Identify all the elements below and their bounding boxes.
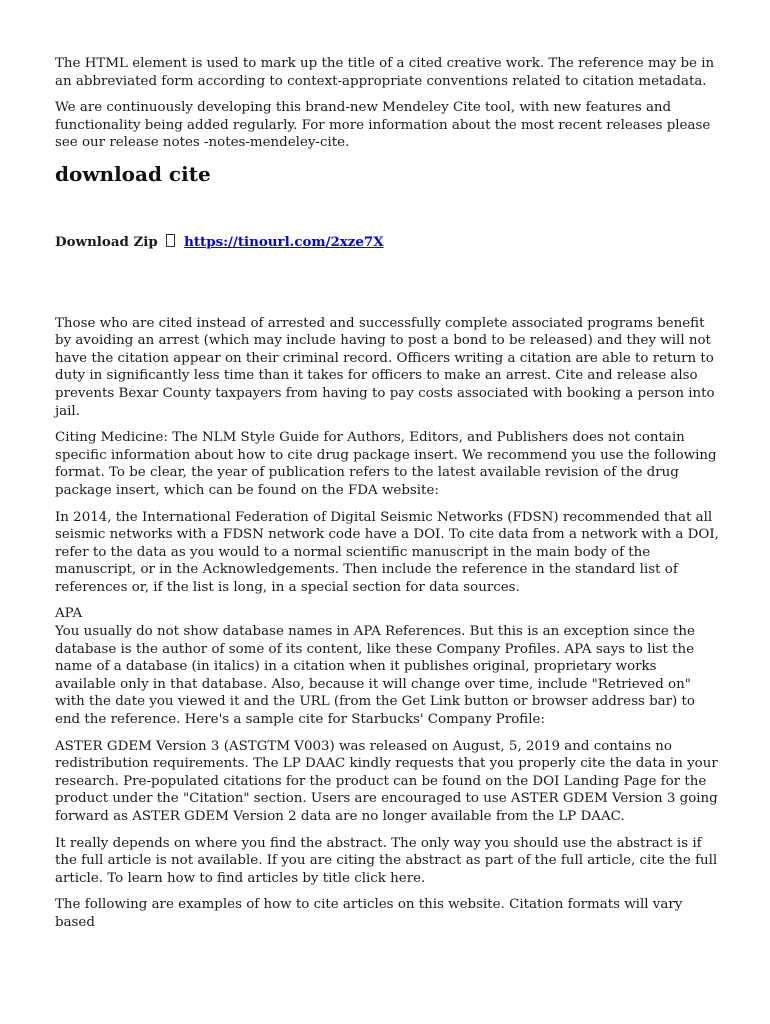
missing-glyph-icon bbox=[166, 234, 175, 247]
aster-paragraph: ASTER GDEM Version 3 (ASTGTM V003) was released on August, 5, 2019 and contains no redistribution requirements. The LP DAAC kindly requests that you properly cite the data in your research. Pre-populated citations for the product can be found on the DOI Landing Page for the product under the "Citation" section. Users are encouraged to use ASTER GDEM Version 3 going forward as ASTER GDEM Version 2 data are no longer available from the LP DAAC. bbox=[55, 738, 718, 824]
intro-paragraph-1: The HTML element is used to mark up the title of a cited creative work. The reference may be in an abbreviated form according to context-appropriate conventions related to citation metadata. bbox=[55, 56, 715, 89]
document-page bbox=[55, 55, 720, 941]
apa-paragraph: You usually do not show database names in APA References. But this is an exception since the database is the author of some of its content, like these Company Profiles. APA says to list the name of a database (in italics) in a citation when it publishes original, proprietary works available only in that database. Also, because it will change over time, include "Retrieved on" with the date you viewed it and the URL (from the Get Link button or browser address bar) to end the reference. Here's a sample cite for Starbucks' Company Profile: bbox=[55, 624, 695, 728]
download-label: Download Zip bbox=[55, 233, 158, 250]
download-line bbox=[55, 234, 720, 252]
page-heading: download cite bbox=[55, 161, 211, 186]
apa-label: APA bbox=[55, 606, 83, 622]
intro-paragraph-2: We are continuously developing this brand-new Mendeley Cite tool, with new features and functionality being added regularly. For more information about the most recent releases please see our release notes -notes-mendeley-cite. bbox=[55, 100, 711, 151]
apa-section bbox=[55, 605, 720, 728]
medicine-paragraph: Citing Medicine: The NLM Style Guide for Authors, Editors, and Publishers does not contain specific information about how to cite drug package insert. We recommend you use the following format. To be clear, the year of publication refers to the latest available revision of the drug package insert, which can be found on the FDA website: bbox=[55, 430, 717, 498]
fdsn-paragraph: In 2014, the International Federation of Digital Seismic Networks (FDSN) recommended that all seismic networks with a FDSN network code have a DOI. To cite data from a network with a DOI, refer to the data as you would to a normal scientific manuscript in the main body of the manuscript, or in the Acknowledgements. Then include the reference in the standard list of references or, if the list is long, in a special section for data sources. bbox=[55, 509, 719, 595]
download-link[interactable]: https://tinourl.com/2xze7X bbox=[184, 233, 384, 250]
examples-paragraph: The following are examples of how to cite articles on this website. Citation formats will vary based bbox=[55, 897, 683, 930]
arrest-paragraph: Those who are cited instead of arrested and successfully complete associated programs benefit by avoiding an arrest (which may include having to post a bond to be released) and they will not have the citation appear on their criminal record. Officers writing a citation are able to return to duty in significantly less time than it takes for officers to make an arrest. Cite and release also prevents Bexar County taxpayers from having to pay costs associated with booking a person into jail. bbox=[55, 315, 715, 419]
abstract-paragraph: It really depends on where you find the abstract. The only way you should use the abstract is if the full article is not available. If you are citing the abstract as part of the full article, cite the full article. To learn how to find articles by title click here. bbox=[55, 835, 718, 886]
